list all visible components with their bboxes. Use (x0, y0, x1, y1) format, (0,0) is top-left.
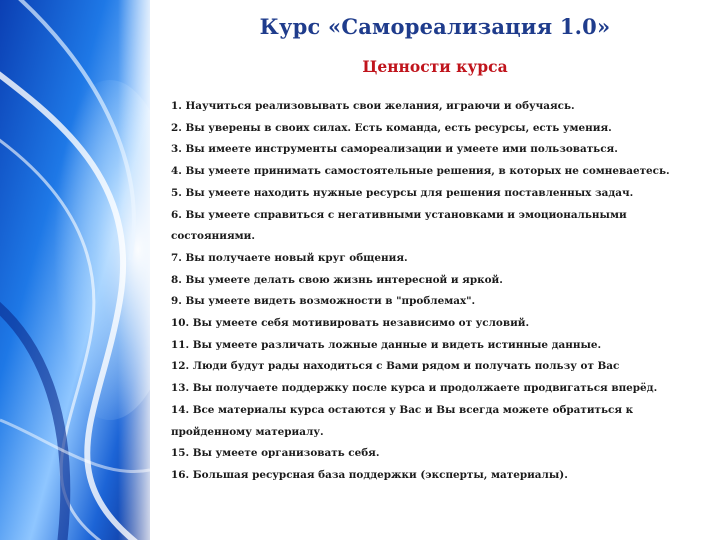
list-item: 8. Вы умеете делать свою жизнь интересной и яркой. (171, 273, 503, 286)
list-item: 5. Вы умеете находить нужные ресурсы для решения поставленных задач. (171, 186, 634, 199)
values-list (171, 96, 691, 487)
list-item: 11. Вы умеете различать ложные данные и видеть истинные данные. (171, 338, 602, 351)
list-item: 14. Все материалы курса остаются у Вас и Вы всегда можете обратиться к пройденному материалу. (171, 403, 634, 438)
slide-subtitle: Ценности курса (362, 57, 508, 76)
image-fade-overlay (118, 0, 158, 540)
list-item: 10. Вы умеете себя мотивировать независимо от условий. (171, 317, 530, 330)
list-item: 4. Вы умеете принимать самостоятельные решения, в которых не сомневаетесь. (171, 165, 670, 178)
list-item: 13. Вы получаете поддержку после курса и продолжаете продвигаться вперёд. (171, 382, 658, 395)
list-item: 15. Вы умеете организовать себя. (171, 447, 380, 460)
list-item: 2. Вы уверены в своих силах. Есть команда, есть ресурсы, есть умения. (171, 121, 612, 134)
list-item: 1. Научиться реализовывать свои желания, играючи и обучаясь. (171, 100, 575, 112)
list-item: 3. Вы имеете инструменты самореализации и умеете ими пользоваться. (171, 143, 618, 156)
list-item: 12. Люди будут рады находиться с Вами рядом и получать пользу от Вас (171, 360, 620, 373)
list-item: 6. Вы умеете справиться с негативными установками и эмоциональными состояниями. (171, 208, 627, 243)
list-item: 16. Большая ресурсная база поддержки (эксперты, материалы). (171, 468, 568, 481)
list-item: 9. Вы умеете видеть возможности в "проблемах". (171, 295, 476, 308)
list-item: 7. Вы получаете новый круг общения. (171, 251, 408, 264)
slide-title: Курс «Самореализация 1.0» (259, 14, 611, 39)
